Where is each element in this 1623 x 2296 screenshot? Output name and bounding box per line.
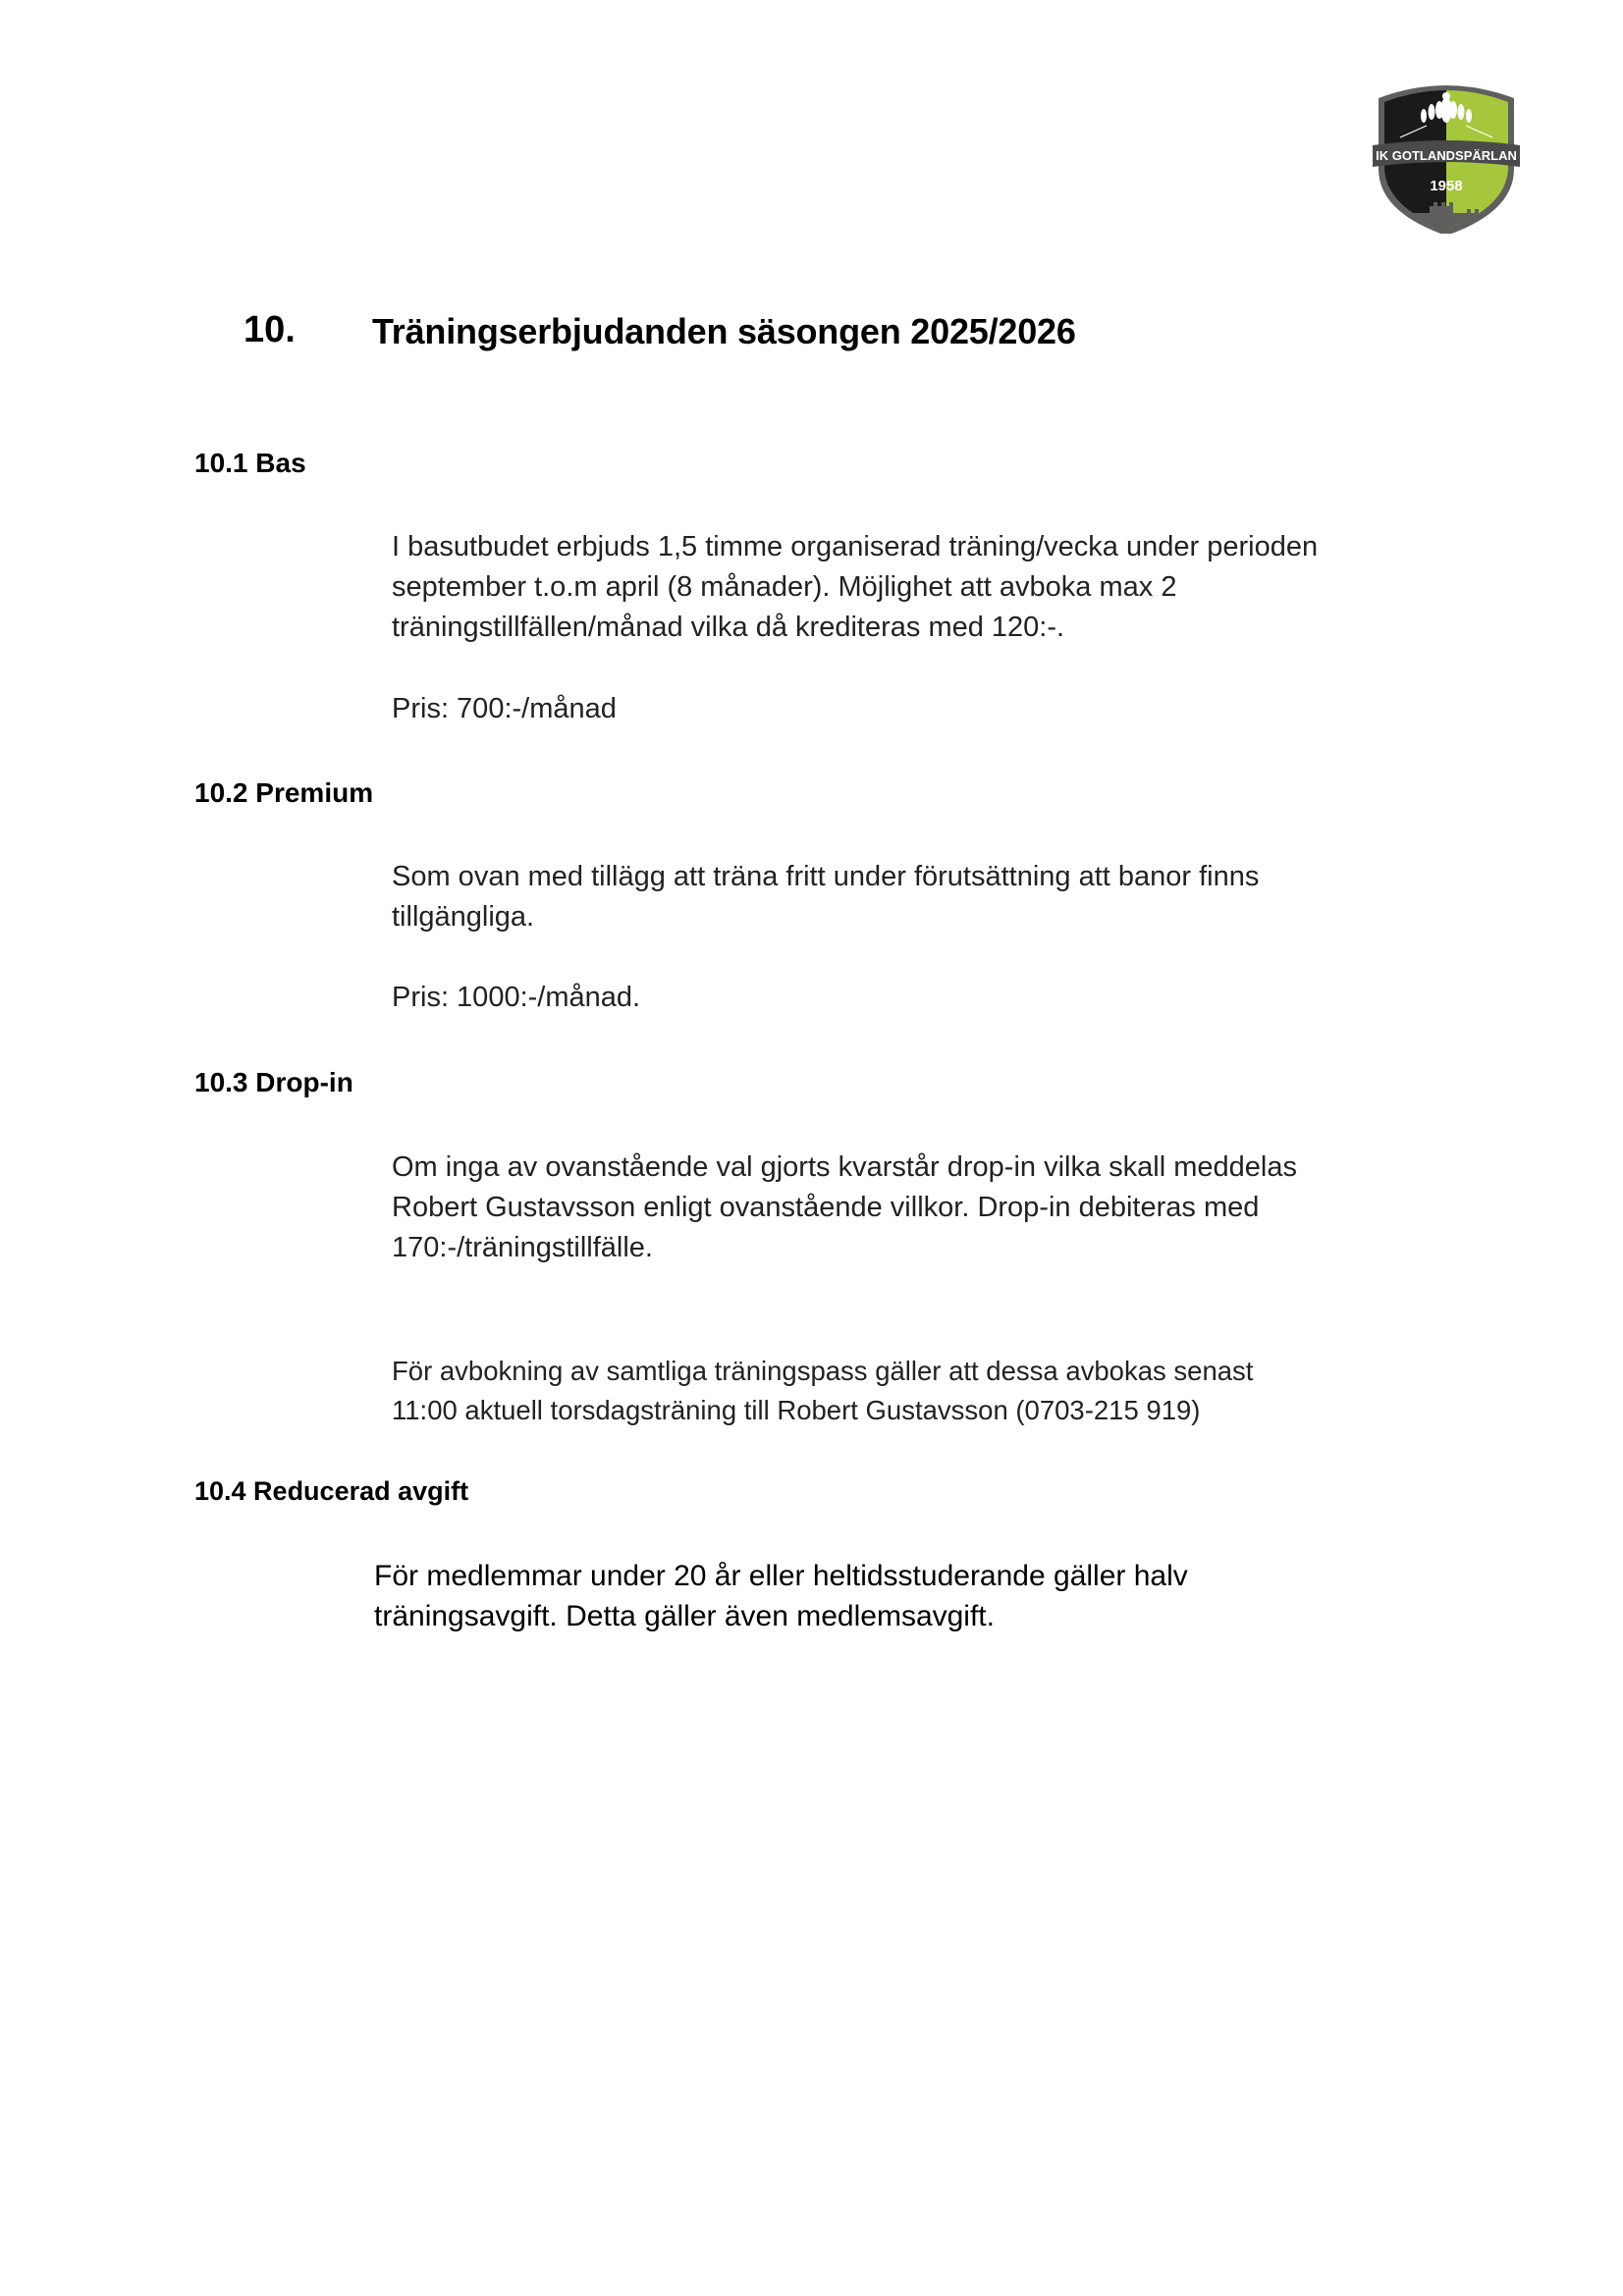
subsection-body-drop-in bbox=[392, 1148, 1472, 1268]
subsection-heading-drop-in: 10.3 Drop-in bbox=[194, 1067, 353, 1097]
price-bas: Pris: 700:-/månad bbox=[392, 693, 617, 724]
body-line: träningsavgift. Detta gäller även medlemsavgift. bbox=[374, 1600, 995, 1632]
section-number: 10. bbox=[243, 309, 296, 350]
subsection-body-premium bbox=[392, 857, 1472, 937]
price-premium: Pris: 1000:-/månad. bbox=[392, 982, 641, 1013]
logo-club-name: IK GOTLANDSPÄRLAN bbox=[1376, 148, 1517, 163]
section-title: Träningserbjudanden säsongen 2025/2026 bbox=[372, 311, 1076, 351]
body-line: Om inga av ovanstående val gjorts kvarstår drop-in vilka skall meddelas bbox=[392, 1151, 1297, 1183]
subsection-heading-reducerad-avgift: 10.4 Reducerad avgift bbox=[194, 1476, 469, 1506]
body-line: Robert Gustavsson enligt ovanstående villkor. Drop-in debiteras med bbox=[392, 1192, 1260, 1223]
cancellation-note bbox=[392, 1352, 1472, 1430]
note-line: För avbokning av samtliga träningspass gäller att dessa avbokas senast bbox=[392, 1356, 1254, 1386]
subsection-heading-bas: 10.1 Bas bbox=[194, 448, 306, 478]
club-shield-icon bbox=[1373, 80, 1520, 234]
subsection-body-bas bbox=[392, 527, 1472, 648]
logo-founded-year: 1958 bbox=[1430, 178, 1463, 194]
body-line: träningstillfällen/månad vilka då krediteras med 120:-. bbox=[392, 612, 1065, 643]
body-line: För medlemmar under 20 år eller heltidsstuderande gäller halv bbox=[374, 1560, 1188, 1592]
club-logo bbox=[1373, 80, 1520, 234]
subsection-heading-premium: 10.2 Premium bbox=[194, 777, 374, 808]
body-line: 170:-/träningstillfälle. bbox=[392, 1232, 653, 1263]
body-line: tillgängliga. bbox=[392, 901, 535, 933]
body-line: I basutbudet erbjuds 1,5 timme organiserad träning/vecka under perioden bbox=[392, 531, 1319, 562]
body-line: Som ovan med tillägg att träna fritt under förutsättning att banor finns bbox=[392, 861, 1260, 892]
body-line: september t.o.m april (8 månader). Möjlighet att avboka max 2 bbox=[392, 571, 1177, 603]
note-line: 11:00 aktuell torsdagsträning till Robert Gustavsson (0703-215 919) bbox=[392, 1395, 1201, 1425]
subsection-body-reducerad-avgift bbox=[374, 1556, 1454, 1636]
